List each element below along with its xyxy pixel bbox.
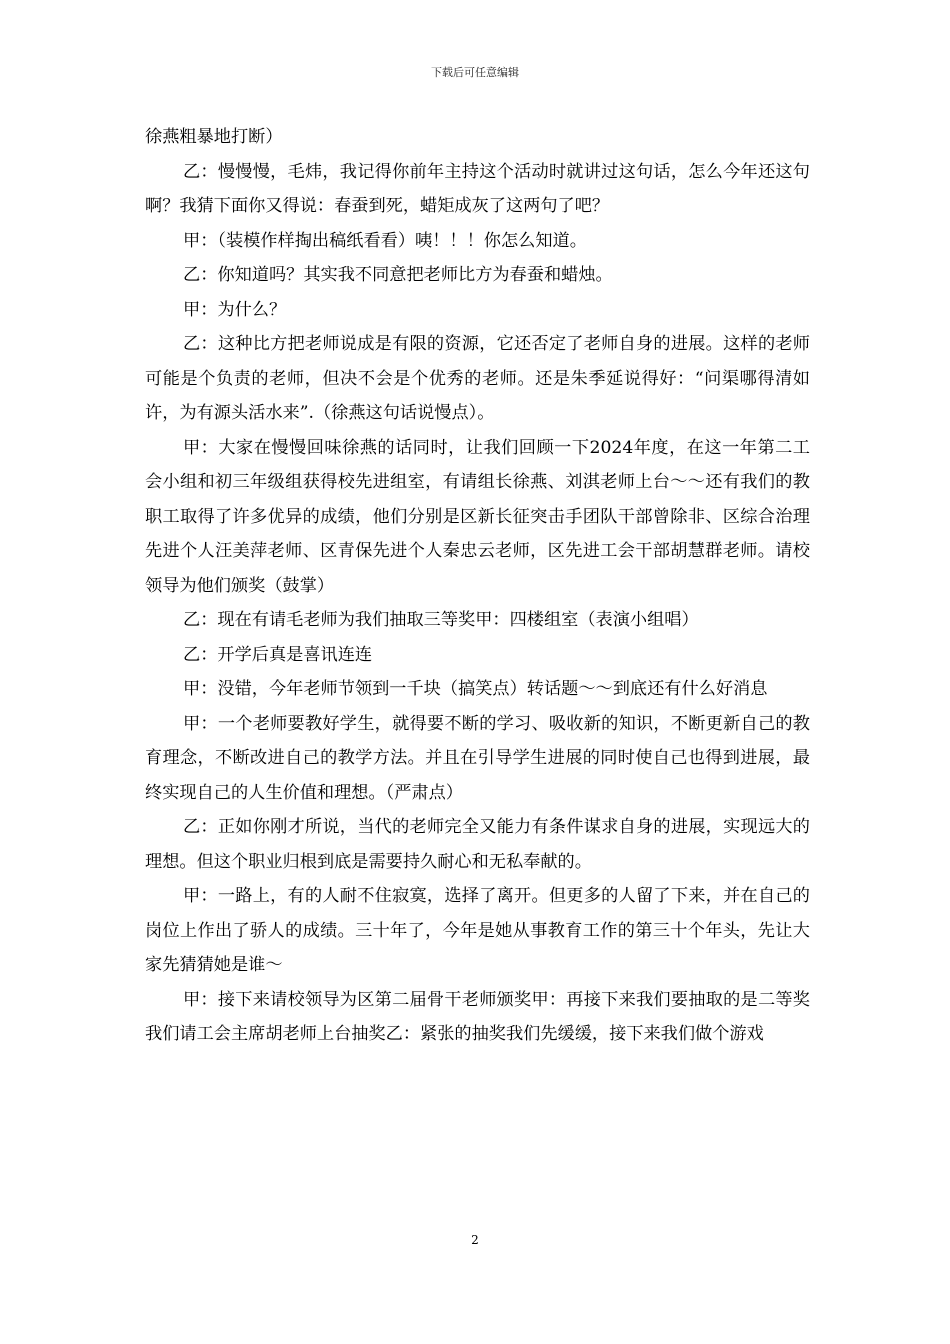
dialogue-paragraph: 乙：开学后真是喜讯连连 xyxy=(183,644,373,665)
page-number: 2 xyxy=(471,1233,479,1247)
dialogue-paragraph: 乙：慢慢慢，毛炜，我记得你前年主持这个活动时就讲过这句话，怎么今年还这句啊？我猜下面你又得说：春蚕到死，蜡矩成灰了这两句了吧？ xyxy=(145,161,810,216)
dialogue-paragraph: 甲：一路上，有的人耐不住寂寞，选择了离开。但更多的人留了下来，并在自己的岗位上作出了骄人的成绩。三十年了，今年是她从事教育工作的第三十个年头，先让大家先猜猜她是谁～ xyxy=(145,886,810,975)
dialogue-paragraph: 乙：正如你刚才所说，当代的老师完全又能力有条件谋求自身的进展，实现远大的理想。但这个职业归根到底是需要持久耐心和无私奉献的。 xyxy=(145,817,810,872)
document-body xyxy=(145,120,810,1052)
page-header-note: 下载后可任意编辑 xyxy=(431,66,519,79)
dialogue-paragraph: 甲：大家在慢慢回味徐燕的话同时，让我们回顾一下2024年度，在这一年第二工会小组和初三年级组获得校先进组室，有请组长徐燕、刘淇老师上台～～还有我们的教职工取得了许多优异的成绩，他们分别是区新长征突击手团队干部曾除非、区综合治理先进个人汪美萍老师、区青保先进个人秦忠云老师，区先进工会干部胡慧群老师。请校领导为他们颁奖（鼓掌） xyxy=(145,437,810,596)
dialogue-paragraph: 乙：你知道吗？其实我不同意把老师比方为春蚕和蜡烛。 xyxy=(183,265,613,285)
dialogue-paragraph: 乙：这种比方把老师说成是有限的资源，它还否定了老师自身的进展。这样的老师可能是个负责的老师，但决不会是个优秀的老师。还是朱季延说得好：“问渠哪得清如许，为有源头活水来”.（徐燕这句话说慢点）。 xyxy=(145,334,810,423)
paragraph-continuation: 徐燕粗暴地打断） xyxy=(145,127,283,147)
dialogue-paragraph: 甲：接下来请校领导为区第二届骨干老师颁奖甲：再接下来我们要抽取的是二等奖我们请工会主席胡老师上台抽奖乙：紧张的抽奖我们先缓缓，接下来我们做个游戏 xyxy=(145,989,810,1044)
dialogue-paragraph: 甲：一个老师要教好学生，就得要不断的学习、吸收新的知识，不断更新自己的教育理念，不断改进自己的教学方法。并且在引导学生进展的同时使自己也得到进展，最终实现自己的人生价值和理想。（严肃点） xyxy=(145,713,810,803)
dialogue-paragraph: 甲：（装模作样掏出稿纸看看）咦！！！你怎么知道。 xyxy=(183,230,587,251)
dialogue-paragraph: 甲：没错，今年老师节领到一千块（搞笑点）转话题～～到底还有什么好消息 xyxy=(183,679,768,699)
dialogue-paragraph: 甲：为什么？ xyxy=(183,299,287,320)
dialogue-paragraph: 乙：现在有请毛老师为我们抽取三等奖甲：四楼组室（表演小组唱） xyxy=(183,610,699,630)
